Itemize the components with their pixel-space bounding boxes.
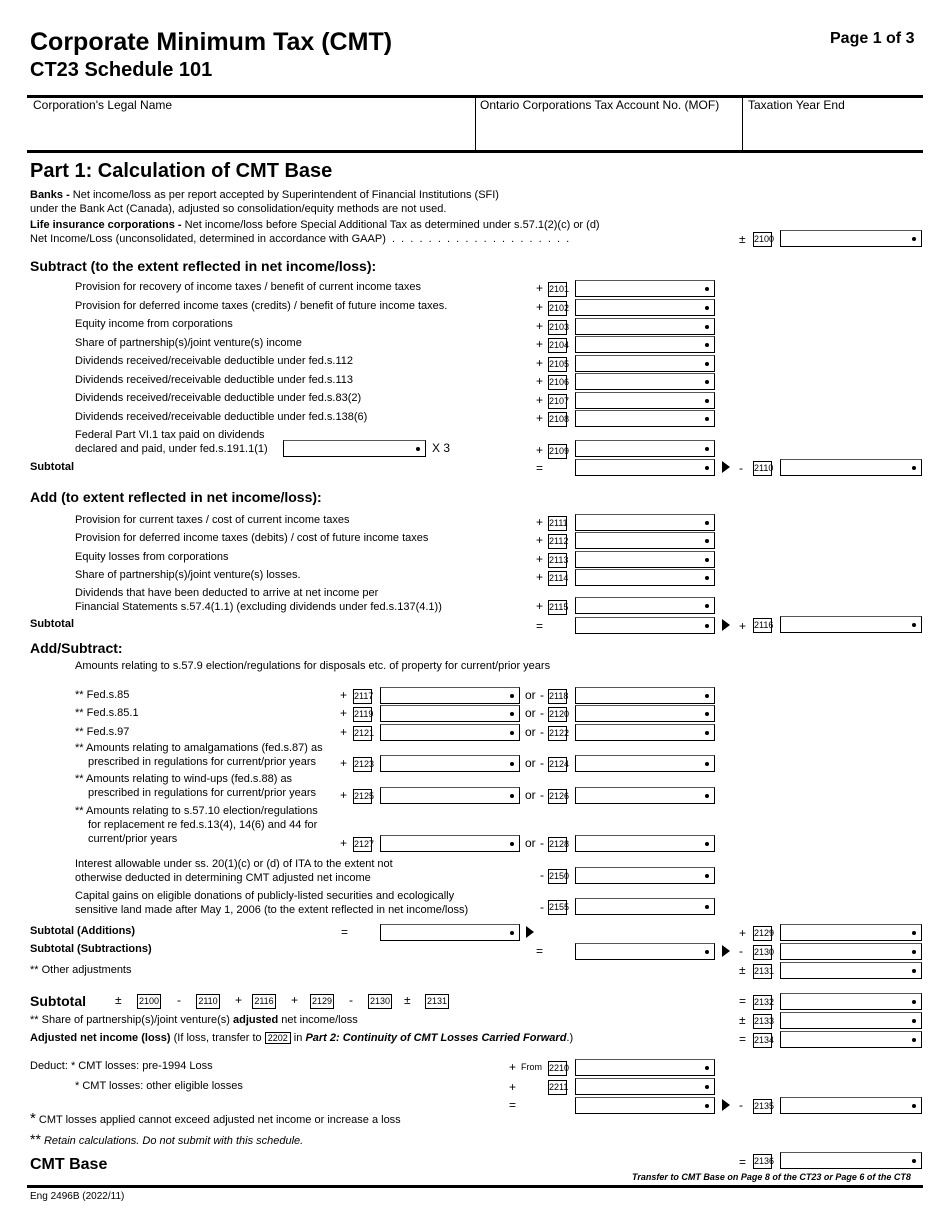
formula-code-2130: 2130 [368,994,392,1009]
life-label: Life insurance corporations - [30,219,182,231]
line-code-2120: 2120 [548,707,567,722]
banks-label: Banks - [30,189,70,201]
equals-sign: = [509,1098,517,1112]
add-subtotal-label: Subtotal [30,618,74,630]
plus-sign: + [340,756,348,770]
equals-sign: = [536,461,544,475]
line-2155-input[interactable] [575,898,715,915]
line-2136-input[interactable] [780,1152,922,1169]
addsub-heading: Add/Subtract: [30,640,123,656]
or-label: or [525,688,536,702]
line-2100-input[interactable] [780,230,922,247]
dividends-label-1: Dividends that have been deducted to arrive at net income per [75,587,379,599]
line-code-2118: 2118 [548,689,567,704]
line-code-2136: 2136 [753,1154,772,1169]
share-bold: adjusted [232,1014,279,1026]
interest-label-2: otherwise deducted in determining CMT adjusted net income [75,872,371,884]
line-2133-input[interactable] [780,1012,922,1029]
line-2124-input[interactable] [575,755,715,772]
equals-sign: = [739,1155,747,1169]
line-2134-input[interactable] [780,1031,922,1048]
fed-s97-label: ** Fed.s.97 [75,726,130,738]
line-2128-input[interactable] [575,835,715,852]
line-2111-input[interactable] [575,514,715,531]
subtotal-label: Subtotal [30,993,86,1009]
line-code-2112: 2112 [548,534,567,549]
line-2120-input[interactable] [575,705,715,722]
line-2112-input[interactable] [575,532,715,549]
line-2123-input[interactable] [380,755,520,772]
minus-sign: - [540,788,544,802]
page-number: Page 1 of 3 [830,30,915,47]
plus-sign: + [340,688,348,702]
line-code-2211: 2211 [548,1080,567,1095]
line-code-2116: 2116 [753,618,772,633]
minus-sign: - [540,706,544,720]
minus-sign: - [540,725,544,739]
note-cmt-losses-text: CMT losses applied cannot exceed adjusted net income or increase a loss [38,1114,401,1126]
equals-sign: = [536,944,544,958]
taxation-year-end-field[interactable]: Taxation Year End [748,98,845,112]
line-2101-input[interactable] [575,280,715,297]
plus-sign: + [536,599,544,613]
line-code-2107: 2107 [548,394,567,409]
subtotal-additions-label: Subtotal (Additions) [30,925,136,937]
add-heading: Add (to extent reflected in net income/loss): [30,489,322,505]
line-code-2202: 2202 [265,1032,291,1044]
equals-sign: = [739,994,747,1008]
line-2105-input[interactable] [575,355,715,372]
line-code-2111: 2111 [548,516,567,531]
line-2104-label: Share of partnership(s)/joint venture(s) income [75,337,302,349]
line-2104-input[interactable] [575,336,715,353]
line-code-2121: 2121 [353,726,372,741]
or-label: or [525,836,536,850]
line-2122-input[interactable] [575,724,715,741]
replacement-label-1: ** Amounts relating to s.57.10 election/regulations [75,805,318,817]
line-2115-input[interactable] [575,597,715,614]
minus-sign: - [540,900,544,914]
plus-sign: + [536,337,544,351]
line-code-2130: 2130 [753,945,772,960]
arrow-right-icon [722,1099,730,1111]
line-2102-label: Provision for deferred income taxes (credits) / benefit of future income taxes. [75,300,448,312]
plus-sign: + [340,706,348,720]
line-2107-label: Dividends received/receivable deductible under fed.s.83(2) [75,392,362,404]
line-code-2101: 2101 [548,282,567,297]
note-retain: ** Retain calculations. Do not submit with this schedule. [30,1131,304,1147]
subtract-heading: Subtract (to the extent reflected in net income/loss): [30,258,377,274]
plus-sign: + [509,1060,517,1074]
line-code-2109: 2109 [548,444,567,459]
banks-text: Net income/loss as per report accepted by Superintendent of Financial Institutions (SFI) [69,189,499,201]
subtotal-subtractions-input[interactable] [575,943,715,960]
line-2125-input[interactable] [380,787,520,804]
divider [27,1185,923,1188]
line-2114-label: Share of partnership(s)/joint venture(s) losses. [75,569,301,581]
part-vi-label-1: Federal Part VI.1 tax paid on dividends [75,429,265,441]
line-code-2108: 2108 [548,412,567,427]
line-code-2122: 2122 [548,726,567,741]
minus-sign: - [739,944,743,958]
formula-code-2100: 2100 [137,994,161,1009]
line-code-2104: 2104 [548,338,567,353]
part1-title: Part 1: Calculation of CMT Base [30,160,333,182]
subtotal-subtractions-label: Subtotal (Subtractions) [30,943,152,955]
line-2103-input[interactable] [575,318,715,335]
plus-sign: + [536,393,544,407]
line-2135-input[interactable] [780,1097,922,1114]
line-2150-input[interactable] [575,867,715,884]
plus-sign: + [536,411,544,425]
line-code-2105: 2105 [548,357,567,372]
line-code-2125: 2125 [353,789,372,804]
life-insurance-note [30,219,600,231]
line-2126-input[interactable] [575,787,715,804]
plus-sign: + [536,552,544,566]
line-code-2134: 2134 [753,1033,772,1048]
line-code-2113: 2113 [548,553,567,568]
transfer-note: Transfer to CMT Base on Page 8 of the CT23 or Page 6 of the CT8 [632,1172,911,1182]
adjusted-bold: Adjusted net income (loss) [30,1032,171,1044]
line-2131-input[interactable] [780,962,922,979]
share-text: ** Share of partnership(s)/joint venture(s) [30,1014,233,1026]
line-code-2135: 2135 [753,1099,772,1114]
line-code-2110: 2110 [753,461,772,476]
formula-sign: - [349,993,353,1007]
minus-sign: - [540,868,544,882]
deduct-other-label: * CMT losses: other eligible losses [75,1080,243,1092]
leader-dots: . . . . . . . . . . . . . . . . . . . . [385,233,570,245]
or-label: or [525,756,536,770]
line-2106-label: Dividends received/receivable deductible under fed.s.113 [75,374,354,386]
plus-sign: + [536,356,544,370]
plus-sign: + [340,788,348,802]
line-2211-input[interactable] [575,1078,715,1095]
formula-code-2129: 2129 [310,994,334,1009]
plus-sign: + [536,570,544,584]
line-code-2132: 2132 [753,995,772,1010]
subtract-subtotal-input[interactable] [575,459,715,476]
deduct-subtotal-input[interactable] [575,1097,715,1114]
windups-label-2: prescribed in regulations for current/prior years [88,787,317,799]
line-2108-input[interactable] [575,410,715,427]
line-2105-label: Dividends received/receivable deductible under fed.s.112 [75,355,354,367]
times-three: X 3 [432,441,451,455]
net-income-text: Net Income/Loss (unconsolidated, determined in accordance with GAAP) [30,233,386,245]
divider [742,97,743,151]
line-code-2114: 2114 [548,571,567,586]
line-2103-label: Equity income from corporations [75,318,233,330]
formula-sign: + [235,993,243,1007]
net-income-label [30,233,569,245]
line-code-2124: 2124 [548,757,567,772]
plus-sign: + [536,281,544,295]
sign-plus-minus: ± [739,232,746,246]
line-2101-label: Provision for recovery of income taxes / benefit of current income taxes [75,281,422,293]
plus-sign: + [739,619,747,633]
line-code-2119: 2119 [353,707,372,722]
plus-sign: + [536,300,544,314]
formula-code-2110: 2110 [196,994,220,1009]
line-2112-label: Provision for deferred income taxes (debits) / cost of future income taxes [75,532,429,544]
line-2102-input[interactable] [575,299,715,316]
formula-sign: - [177,993,181,1007]
adjusted-text-2: in [290,1032,306,1044]
plus-sign: + [536,374,544,388]
capital-gains-label-2: sensitive land made after May 1, 2006 (to the extent reflected in net income/loss) [75,904,469,916]
line-2107-input[interactable] [575,392,715,409]
note-retain-text: Retain calculations. Do not submit with this schedule. [43,1135,304,1147]
plus-sign: + [509,1080,517,1094]
share-adjusted-label [30,1014,358,1026]
capital-gains-label-1: Capital gains on eligible donations of publicly-listed securities and ecologically [75,890,455,902]
formula-code-2116: 2116 [252,994,276,1009]
line-2210-input[interactable] [575,1059,715,1076]
minus-sign: - [739,1098,743,1112]
plus-sign: + [536,443,544,457]
line-code-2117: 2117 [353,689,372,704]
life-text: Net income/loss before Special Additional Tax as determined under s.57.1(2)(c) or (d) [181,219,600,231]
line-2121-input[interactable] [380,724,520,741]
form-number: Eng 2496B (2022/11) [30,1191,125,1202]
line-2106-input[interactable] [575,373,715,390]
line-2111-label: Provision for current taxes / cost of current income taxes [75,514,350,526]
arrow-right-icon [722,945,730,957]
account-number-field[interactable]: Ontario Corporations Tax Account No. (MOF) [480,98,720,112]
line-code-2126: 2126 [548,789,567,804]
line-2113-label: Equity losses from corporations [75,551,229,563]
sign-plus-minus: ± [739,1013,746,1027]
line-code-2100: 2100 [753,232,772,247]
line-code-2210: 2210 [548,1061,567,1076]
plus-sign: + [340,725,348,739]
line-2110-input[interactable] [780,459,922,476]
line-code-2106: 2106 [548,375,567,390]
line-2108-label: Dividends received/receivable deductible under fed.s.138(6) [75,411,368,423]
line-2117-input[interactable] [380,687,520,704]
or-label: or [525,725,536,739]
adjusted-text: (If loss, transfer to [170,1032,265,1044]
sign-plus-minus: ± [739,963,746,977]
subtract-subtotal-label: Subtotal [30,461,74,473]
formula-sign: + [291,993,299,1007]
line-code-2129: 2129 [753,926,772,941]
adjusted-end: .) [566,1032,574,1044]
amalgamations-label-1: ** Amounts relating to amalgamations (fed.s.87) as [75,742,323,754]
legal-name-field[interactable]: Corporation's Legal Name [33,98,173,112]
formula-sign: ± [115,993,122,1007]
line-code-2155: 2155 [548,900,567,915]
line-code-2102: 2102 [548,301,567,316]
addsub-intro: Amounts relating to s.57.9 election/regulations for disposals etc. of property for current/prior years [75,660,551,672]
arrow-right-icon [722,619,730,631]
replacement-label-2: for replacement re fed.s.13(4), 14(6) and 44 for [88,819,318,831]
windups-label-1: ** Amounts relating to wind-ups (fed.s.88) as [75,773,293,785]
other-adjustments-label: ** Other adjustments [30,964,132,976]
line-2109-input[interactable] [575,440,715,457]
line-code-2128: 2128 [548,837,567,852]
note-cmt-losses: * CMT losses applied cannot exceed adjusted net income or increase a loss [30,1110,401,1127]
dividends-label-2: Financial Statements s.57.4(1.1) (excluding dividends under fed.s.137(4.1)) [75,601,442,613]
or-label: or [525,788,536,802]
cmt-base-label: CMT Base [30,1156,108,1173]
plus-sign: + [739,926,747,940]
line-code-2131: 2131 [753,964,772,979]
part-vi-label-2: declared and paid, under fed.s.191.1(1) [75,443,268,455]
share-text-end: net income/loss [278,1014,358,1026]
deduct-pre1994-label: Deduct: * CMT losses: pre-1994 Loss [30,1060,213,1072]
fed-s85-label: ** Fed.s.85 [75,689,130,701]
plus-sign: + [536,319,544,333]
part2-reference: Part 2: Continuity of CMT Losses Carried Forward [305,1032,567,1044]
banks-note-2: under the Bank Act (Canada), adjusted so consolidation/equity methods are not used. [30,203,447,215]
plus-sign: + [536,533,544,547]
arrow-right-icon [722,461,730,473]
or-label: or [525,706,536,720]
subtotal-additions-input[interactable] [380,924,520,941]
amalgamations-label-2: prescribed in regulations for current/prior years [88,756,317,768]
minus-sign: - [540,688,544,702]
banks-note [30,189,499,201]
line-2129-input[interactable] [780,924,922,941]
fed-s85-1-label: ** Fed.s.85.1 [75,707,139,719]
line-2118-input[interactable] [575,687,715,704]
formula-sign: ± [404,993,411,1007]
line-2132-input[interactable] [780,993,922,1010]
minus-sign: - [540,756,544,770]
part-vi-tax-input[interactable] [283,440,426,457]
line-2114-input[interactable] [575,569,715,586]
line-2127-input[interactable] [380,835,520,852]
equals-sign: = [739,1032,747,1046]
minus-sign: - [540,836,544,850]
line-code-2103: 2103 [548,320,567,335]
line-2113-input[interactable] [575,551,715,568]
plus-sign: + [340,836,348,850]
plus-sign: + [536,515,544,529]
line-code-2123: 2123 [353,757,372,772]
arrow-right-icon [526,926,534,938]
line-2130-input[interactable] [780,943,922,960]
interest-label-1: Interest allowable under ss. 20(1)(c) or (d) of ITA to the extent not [75,858,393,870]
equals-sign: = [536,619,544,633]
from-label: From [521,1062,542,1072]
replacement-label-3: current/prior years [88,833,178,845]
form-title: Corporate Minimum Tax (CMT) [30,28,393,56]
equals-sign: = [341,925,349,939]
line-code-2150: 2150 [548,869,567,884]
line-2119-input[interactable] [380,705,520,722]
line-code-2127: 2127 [353,837,372,852]
add-subtotal-input[interactable] [575,617,715,634]
line-code-2115: 2115 [548,600,567,615]
divider [475,97,476,151]
line-2116-input[interactable] [780,616,922,633]
form-subtitle: CT23 Schedule 101 [30,59,213,81]
adjusted-net-income-label [30,1032,573,1044]
formula-code-2131: 2131 [425,994,449,1009]
line-code-2133: 2133 [753,1014,772,1029]
minus-sign: - [739,461,743,475]
